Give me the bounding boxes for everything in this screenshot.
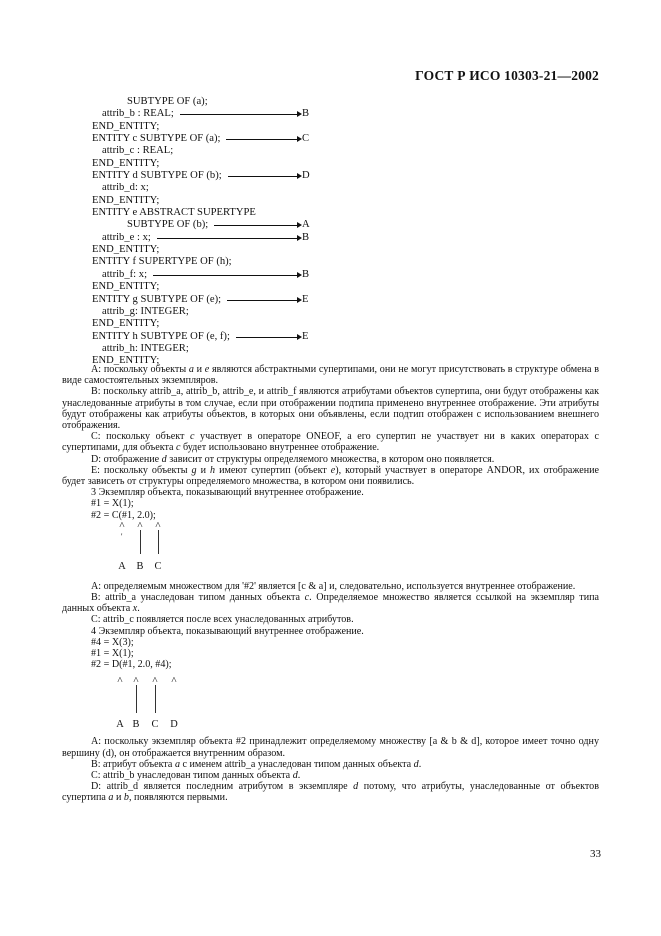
code-text: END_ENTITY; (92, 281, 160, 293)
code-text: END_ENTITY; (92, 194, 160, 206)
code-text: attrib_b : REAL; (102, 108, 174, 120)
note-3-b: B: attrib_a унаследован типом данных объекта c. Определяемое множество является ссылкой на экземпляр типа данных объекта x. (62, 592, 599, 615)
example-3-title: 3 Экземпляр объекта, показывающий внутреннее отображение. (91, 487, 364, 499)
code-text: ENTITY c SUBTYPE OF (a); (92, 133, 221, 145)
code-line (92, 145, 412, 157)
code-line (92, 182, 412, 194)
example-3-line-2: #2 = C(#1, 2.0); (91, 509, 156, 521)
code-line (92, 108, 412, 120)
code-text: ENTITY h SUBTYPE OF (e, f); (92, 330, 230, 342)
code-line (92, 195, 412, 207)
code-line (92, 244, 412, 256)
code-line (92, 232, 412, 244)
page-number: 33 (590, 848, 601, 860)
example-4-title: 4 Экземпляр объекта, показывающий внутреннее отображение. (91, 625, 364, 637)
example-4-line-3: #2 = D(#1, 2.0, #4); (91, 659, 172, 671)
pointer-label-a: A (116, 719, 124, 731)
arrow-icon (228, 176, 300, 177)
code-line (92, 96, 412, 108)
note-1-c: C: поскольку объект c участвует в операторе ONEOF, а его супертип не участвует ни в каких операторах с супертипами, для объекта c будет использовано внутреннее отображение. (62, 431, 599, 454)
code-text: SUBTYPE OF (b); (127, 219, 209, 231)
code-text: attrib_c : REAL; (102, 145, 174, 157)
express-code-listing (92, 96, 412, 368)
code-text: ENTITY e ABSTRACT SUPERTYPE (92, 207, 256, 219)
arrow-icon (157, 238, 300, 239)
arrow-target: B (302, 268, 310, 280)
code-text: END_ENTITY; (92, 157, 160, 169)
pointer-label-b: B (132, 719, 140, 731)
code-text: END_ENTITY; (92, 355, 160, 367)
code-line (92, 219, 412, 231)
arrow-icon (227, 300, 300, 301)
note-3-c: C: attrib_c появляется после всех унаследованных атрибутов. (91, 614, 354, 626)
example-4-line-1: #4 = X(3); (91, 636, 134, 648)
code-line (92, 170, 412, 182)
code-text: ENTITY f SUPERTYPE OF (h); (92, 256, 232, 268)
code-text: attrib_g: INTEGER; (102, 305, 189, 317)
code-line (92, 318, 412, 330)
arrow-target: B (302, 231, 310, 243)
code-text: END_ENTITY; (92, 244, 160, 256)
arrow-target: B (302, 108, 310, 120)
note-1-e: E: поскольку объекты g и h имеют супертип (объект e), который участвует в операторе ANDOR, их отображение будет зависеть от структуры определяемого множества, в котором они появились. (62, 464, 600, 488)
arrow-icon (214, 225, 300, 226)
code-text: ENTITY d SUBTYPE OF (b); (92, 170, 222, 182)
example-3-line-1: #1 = X(1); (91, 498, 134, 510)
code-line (92, 281, 412, 293)
note-4-c: C: attrib_b унаследован типом данных объекта d. (91, 770, 301, 782)
example-4-line-2: #1 = X(1); (91, 648, 134, 660)
note-1-d: D: отображение d зависит от структуры определяемого множества, в котором оно появляется. (91, 453, 495, 465)
arrow-target: C (302, 133, 310, 145)
note-1-b: B: поскольку attrib_a, attrib_b, attrib_e, и attrib_f являются атрибутами объектов супертипа, они будут отображены как унаследованные атрибуты в том случае, если при отображении подтипа применено внутреннее отображение. Эти атрибуты будут отображены как атрибуты объектов, в которых они объявлены, если подтип отображен с использованием внешнего отображения. (62, 386, 599, 432)
note-4-b: B: атрибут объекта a с именем attrib_a унаследован типом данных объекта d. (91, 758, 422, 770)
pointer-label-c: C (154, 560, 162, 572)
code-line (92, 158, 412, 170)
arrow-icon (180, 114, 300, 115)
code-line (92, 269, 412, 281)
code-line (92, 331, 412, 343)
code-text: attrib_h: INTEGER; (102, 342, 189, 354)
code-text: attrib_d: x; (102, 182, 149, 194)
code-line (92, 207, 412, 219)
example-4-diagram: ^ A ^ B ^ C ^ D (62, 670, 599, 730)
code-line (92, 133, 412, 145)
pointer-label-a: A (118, 560, 126, 572)
arrow-target: E (302, 330, 309, 342)
example-3-diagram: ^ A ' ^ B ^ C (62, 521, 599, 575)
note-4-d: D: attrib_d является последним атрибутом в экземпляре d потому, что атрибуты, унаследованные от объектов супертипа a и b, появляются первыми. (62, 781, 599, 804)
document-body (62, 364, 599, 804)
arrow-target: E (302, 293, 309, 305)
document-header: ГОСТ Р ИСО 10303-21—2002 (415, 68, 599, 83)
arrow-icon (236, 337, 300, 338)
code-text: END_ENTITY; (92, 120, 160, 132)
pointer-label-d: D (170, 719, 178, 731)
arrow-target: D (302, 170, 310, 182)
arrow-icon (153, 275, 300, 276)
code-line (92, 306, 412, 318)
code-line (92, 343, 412, 355)
arrow-icon (226, 139, 300, 140)
code-text: END_ENTITY; (92, 318, 160, 330)
code-text: attrib_e : x; (102, 231, 151, 243)
code-line (92, 294, 412, 306)
code-text: ENTITY g SUBTYPE OF (e); (92, 293, 222, 305)
pointer-label-b: B (136, 560, 144, 572)
arrow-target: A (302, 219, 310, 231)
code-line (92, 256, 412, 268)
pointer-label-c: C (151, 719, 159, 731)
note-3-a: A: определяемым множеством для '#2' является [c & a] и, следовательно, используется внутреннее отображение. (91, 580, 576, 592)
code-text: SUBTYPE OF (a); (127, 96, 208, 107)
note-1-a: A: поскольку объекты a и e являются абстрактными супертипами, они не могут присутствовать в структуре обмена в виде самостоятельных экземпляров. (62, 364, 599, 387)
note-4-a: A: поскольку экземпляр объекта #2 принадлежит определяемому множеству [a & b & d], которое имеет точно одну вершину (d), он отображается внутренним образом. (62, 736, 599, 759)
code-text: attrib_f: x; (102, 268, 148, 280)
code-line (92, 121, 412, 133)
